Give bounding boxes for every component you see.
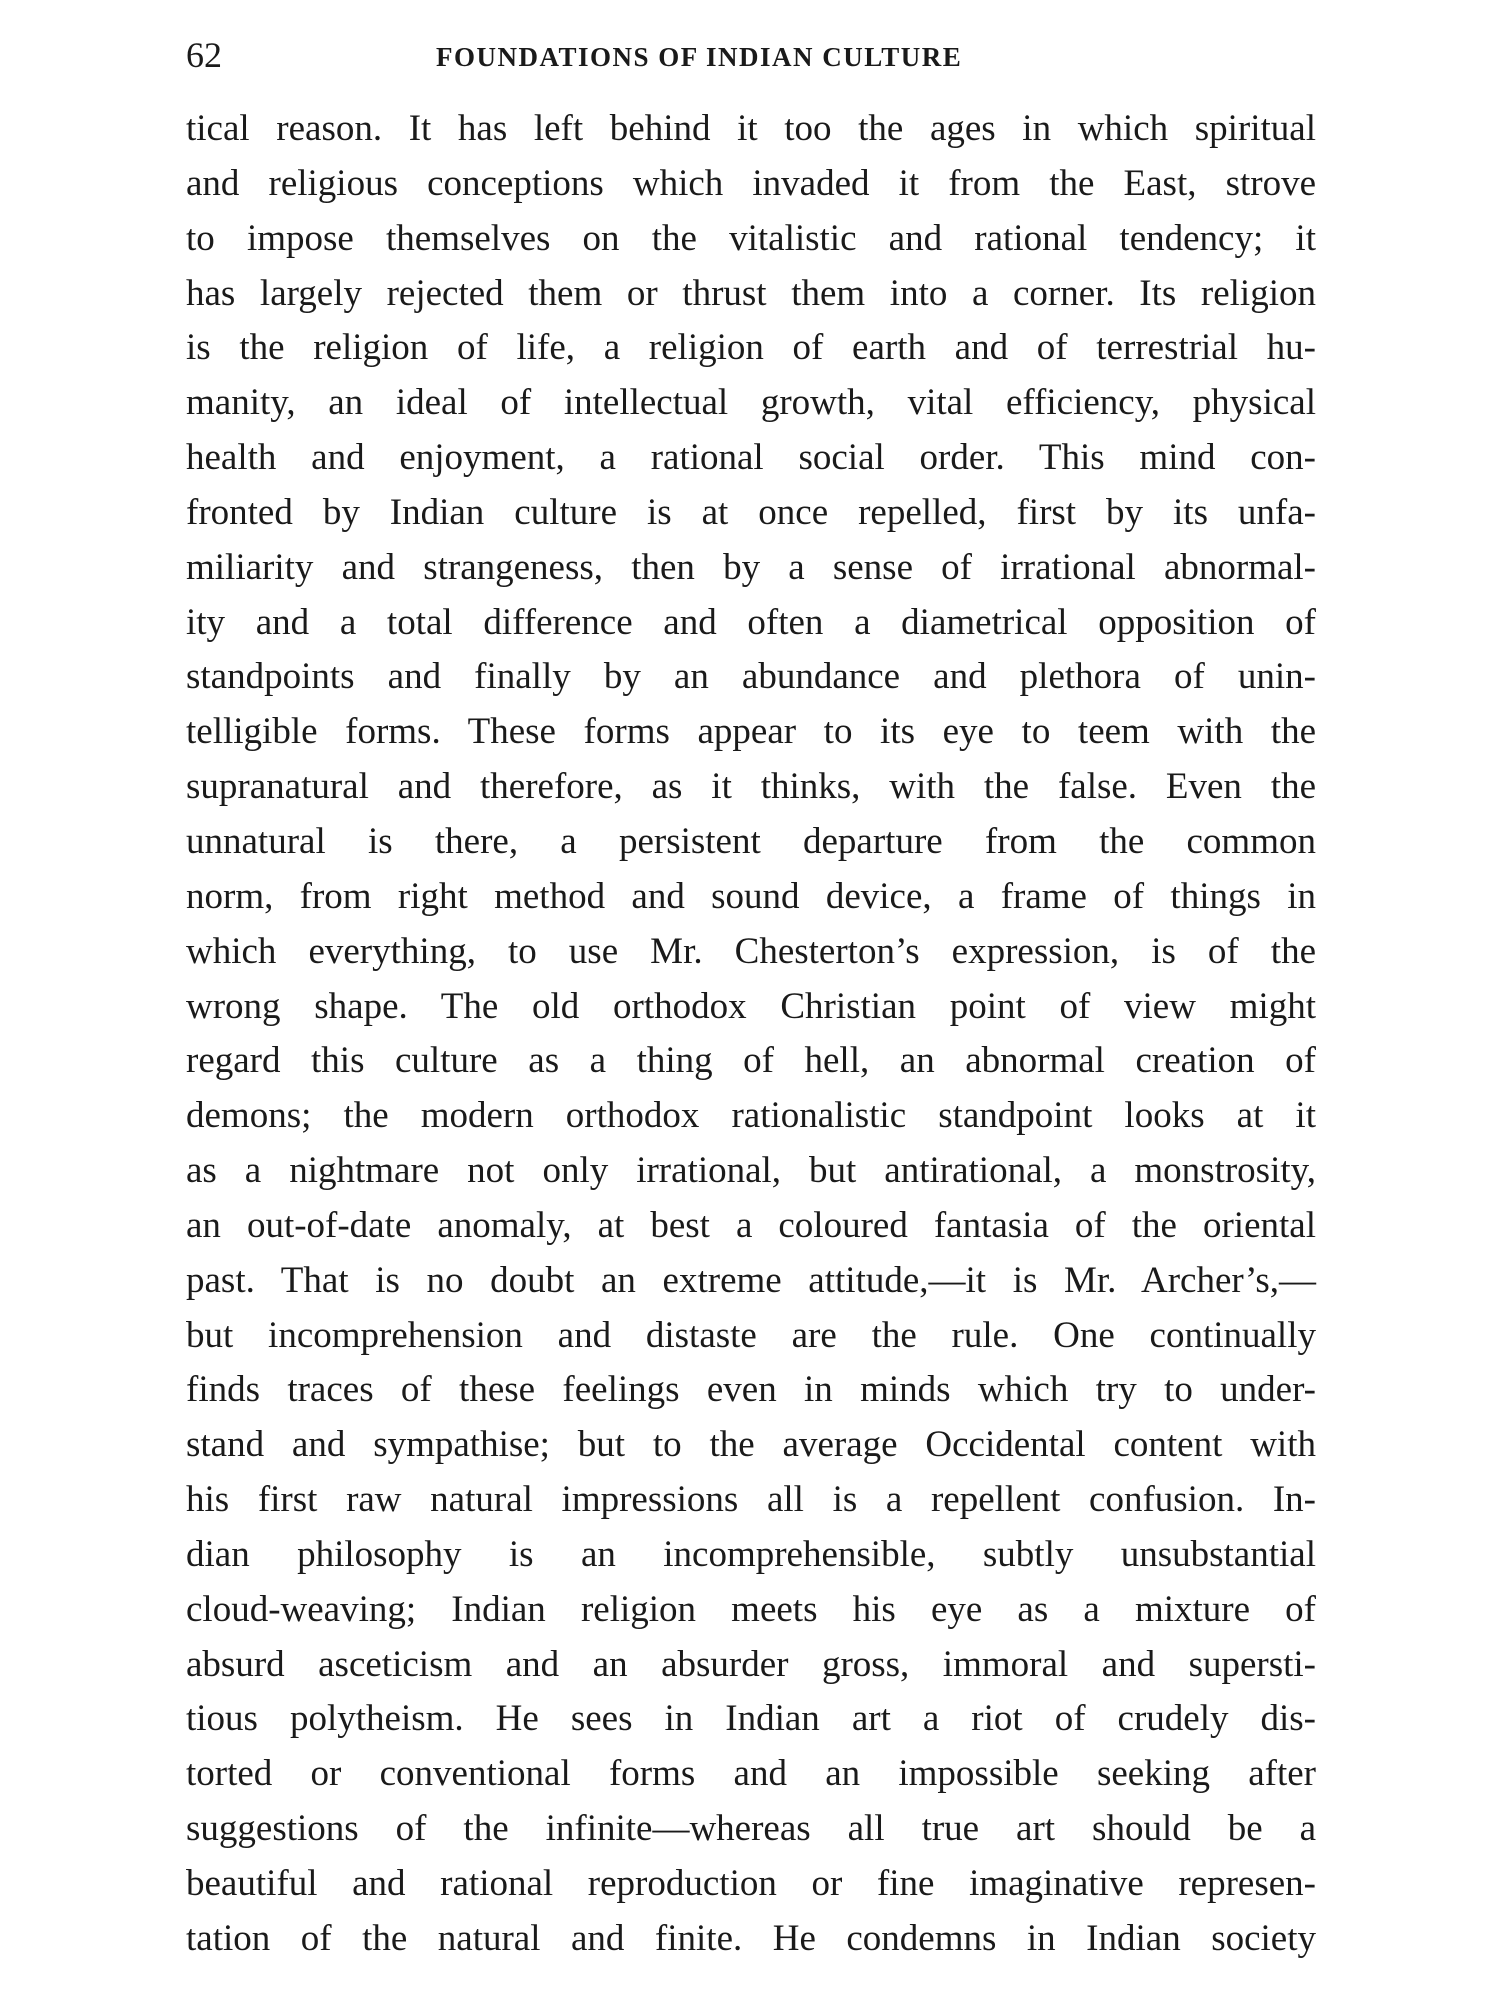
text-line: ity and a total difference and often a diametrical opposition of	[186, 601, 1316, 643]
text-line: has largely rejected them or thrust them into a corner. Its religion	[186, 272, 1316, 314]
text-line: fronted by Indian culture is at once repelled, first by its unfa-	[186, 491, 1316, 533]
text-line: wrong shape. The old orthodox Christian point of view might	[186, 985, 1316, 1027]
text-line: norm, from right method and sound device, a frame of things in	[186, 875, 1316, 917]
text-line: tation of the natural and finite. He condemns in Indian society	[186, 1917, 1316, 1959]
body-paragraph	[186, 102, 1316, 1967]
text-line: past. That is no doubt an extreme attitude,—it is Mr. Archer’s,—	[186, 1259, 1316, 1301]
text-line: as a nightmare not only irrational, but antirational, a monstrosity,	[186, 1150, 1316, 1192]
page-header	[186, 28, 1316, 88]
text-line: but incomprehension and distaste are the rule. One continually	[186, 1314, 1316, 1356]
text-line: absurd asceticism and an absurder gross, immoral and supersti-	[186, 1643, 1316, 1685]
text-line: his first raw natural impressions all is a repellent confusion. In-	[186, 1479, 1316, 1521]
text-line: tical reason. It has left behind it too the ages in which spiritual	[186, 108, 1316, 149]
text-line: is the religion of life, a religion of earth and of terrestrial hu-	[186, 327, 1316, 369]
text-line: and religious conceptions which invaded it from the East, strove	[186, 162, 1316, 204]
text-line: which everything, to use Mr. Chesterton’s expression, is of the	[186, 930, 1316, 972]
text-line: to impose themselves on the vitalistic and rational tendency; it	[186, 217, 1316, 259]
text-line: finds traces of these feelings even in minds which try to under-	[186, 1369, 1316, 1411]
text-line: suggestions of the infinite—whereas all true art should be a	[186, 1808, 1316, 1850]
text-line: regard this culture as a thing of hell, an abnormal creation of	[186, 1040, 1316, 1082]
running-title: FOUNDATIONS OF INDIAN CULTURE	[436, 42, 963, 72]
text-line: dian philosophy is an incomprehensible, subtly unsubstantial	[186, 1533, 1316, 1575]
text-line: telligible forms. These forms appear to its eye to teem with the	[186, 711, 1316, 753]
text-line: beautiful and rational reproduction or fine imaginative represen-	[186, 1863, 1316, 1904]
text-line: tious polytheism. He sees in Indian art a riot of crudely dis-	[186, 1698, 1316, 1740]
text-line: demons; the modern orthodox rationalistic standpoint looks at it	[186, 1095, 1316, 1137]
text-line: stand and sympathise; but to the average Occidental content with	[186, 1424, 1316, 1466]
text-line: standpoints and finally by an abundance and plethora of unin-	[186, 656, 1316, 698]
text-line: unnatural is there, a persistent departure from the common	[186, 820, 1316, 862]
text-line: torted or conventional forms and an impossible seeking after	[186, 1753, 1316, 1795]
text-line: cloud-weaving; Indian religion meets his eye as a mixture of	[186, 1588, 1316, 1630]
text-line: manity, an ideal of intellectual growth, vital efficiency, physical	[186, 382, 1316, 424]
text-line: an out-of-date anomaly, at best a coloured fantasia of the oriental	[186, 1204, 1316, 1246]
text-line: miliarity and strangeness, then by a sense of irrational abnormal-	[186, 546, 1316, 588]
text-line: supranatural and therefore, as it thinks, with the false. Even the	[186, 766, 1316, 808]
page-number: 62	[186, 35, 222, 75]
text-line: health and enjoyment, a rational social order. This mind con-	[186, 437, 1316, 479]
